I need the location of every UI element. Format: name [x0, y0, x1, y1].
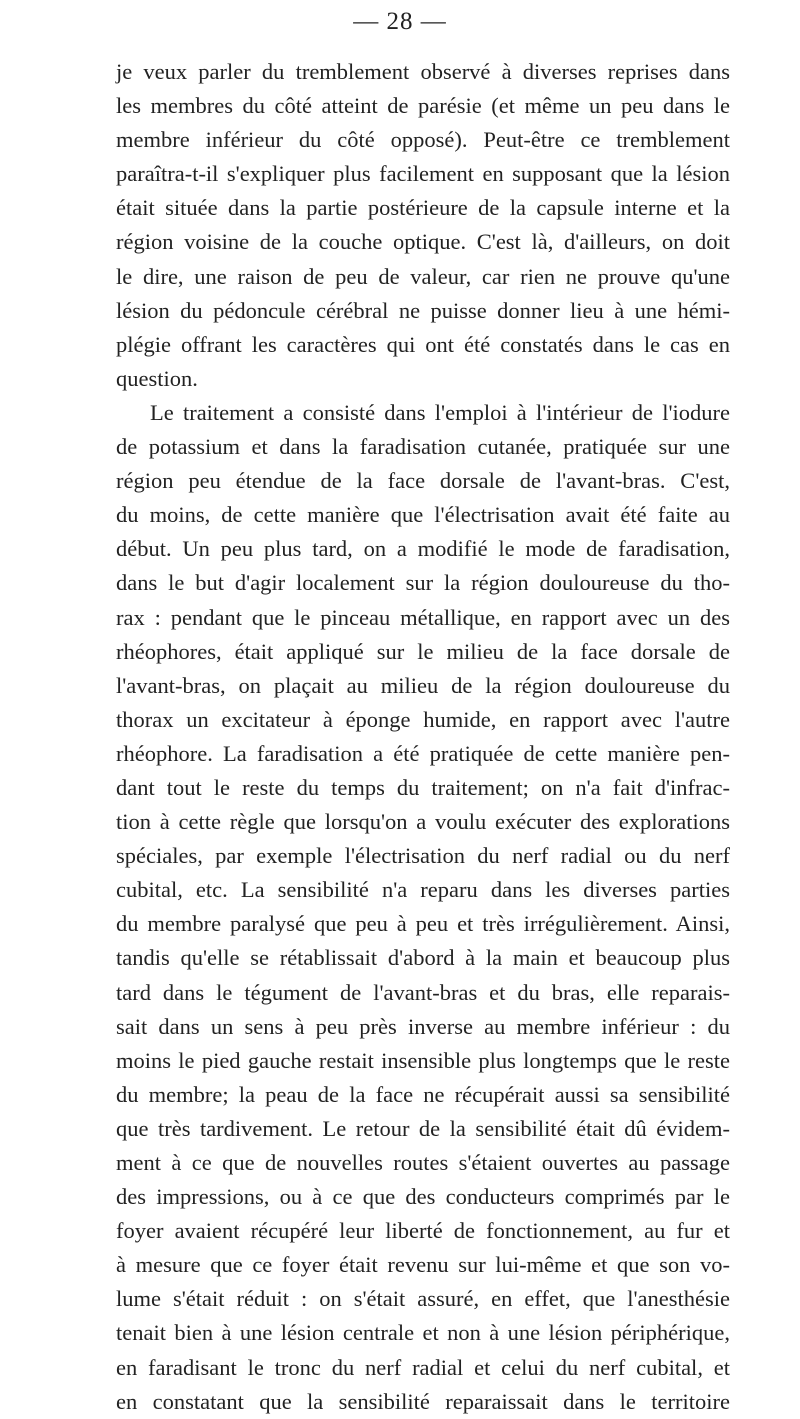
text-line: sait dans un sens à peu près inverse au membre inférieur : du: [116, 1013, 730, 1039]
text-line: rax : pendant que le pinceau métallique, en rapport avec un des: [116, 604, 730, 630]
text-line: foyer avaient récupéré leur liberté de fonctionnement, au fur et: [116, 1218, 730, 1244]
text-line: tard dans le tégument de l'avant-bras et du bras, elle reparais-: [116, 979, 730, 1005]
text-line: tion à cette règle que lorsqu'on a voulu exécuter des explorations: [116, 809, 730, 835]
text-line: paraîtra-t-il s'expliquer plus facilement en supposant que la lésion: [116, 161, 730, 187]
text-line: l'avant-bras, on plaçait au milieu de la région douloureuse du: [116, 672, 730, 698]
text-line: tandis qu'elle se rétablissait d'abord à la main et beaucoup plus: [116, 945, 730, 971]
paragraph-first-line: Le traitement a consisté dans l'emploi à l'intérieur de l'iodure: [150, 399, 730, 425]
text-line: les membres du côté atteint de parésie (et même un peu dans le: [116, 93, 730, 119]
text-line: tenait bien à une lésion centrale et non à une lésion périphérique,: [116, 1320, 730, 1346]
text-line: rhéophores, était appliqué sur le milieu de la face dorsale de: [116, 638, 730, 664]
text-line: région peu étendue de la face dorsale de l'avant-bras. C'est,: [116, 468, 730, 494]
text-line: dant tout le reste du temps du traitement; on n'a fait d'infrac-: [116, 774, 730, 800]
text-line: du membre; la peau de la face ne récupérait aussi sa sensibilité: [116, 1081, 730, 1107]
text-line: du moins, de cette manière que l'électrisation avait été faite au: [116, 502, 730, 528]
text-line: début. Un peu plus tard, on a modifié le mode de faradisation,: [116, 536, 730, 562]
text-line: que très tardivement. Le retour de la sensibilité était dû évidem-: [116, 1115, 730, 1141]
body-text: [116, 55, 730, 1419]
text-line: dans le but d'agir localement sur la région douloureuse du tho-: [116, 570, 730, 596]
text-line: de potassium et dans la faradisation cutanée, pratiquée sur une: [116, 434, 730, 460]
text-line: région voisine de la couche optique. C'est là, d'ailleurs, on doit: [116, 229, 730, 255]
text-line: en faradisant le tronc du nerf radial et celui du nerf cubital, et: [116, 1354, 730, 1380]
text-line: lésion du pédoncule cérébral ne puisse donner lieu à une hémi-: [116, 297, 730, 323]
text-line: du membre paralysé que peu à peu et très irrégulièrement. Ainsi,: [116, 911, 730, 937]
text-line: des impressions, ou à ce que des conducteurs comprimés par le: [116, 1184, 730, 1210]
text-line: moins le pied gauche restait insensible plus longtemps que le reste: [116, 1047, 730, 1073]
text-line: je veux parler du tremblement observé à diverses reprises dans: [116, 59, 730, 84]
text-line: ment à ce que de nouvelles routes s'étaient ouvertes au passage: [116, 1150, 730, 1175]
text-line: le dire, une raison de peu de valeur, car rien ne prouve qu'une: [116, 263, 730, 289]
text-line: membre inférieur du côté opposé). Peut-être ce tremblement: [116, 127, 730, 153]
text-line: en constatant que la sensibilité reparaissait dans le territoire: [116, 1388, 730, 1414]
paragraph-end-line: question.: [116, 365, 198, 391]
text-line: rhéophore. La faradisation a été pratiquée de cette manière pen-: [116, 740, 730, 766]
text-line: thorax un excitateur à éponge humide, en rapport avec l'autre: [116, 706, 730, 732]
page-number: — 28 —: [353, 8, 447, 35]
text-line: à mesure que ce foyer était revenu sur lui-même et que son vo-: [116, 1252, 730, 1278]
text-line: plégie offrant les caractères qui ont été constatés dans le cas en: [116, 331, 730, 357]
text-line: cubital, etc. La sensibilité n'a reparu dans les diverses parties: [116, 877, 730, 903]
text-line: était située dans la partie postérieure de la capsule interne et la: [116, 195, 730, 221]
text-line: spéciales, par exemple l'électrisation du nerf radial ou du nerf: [116, 843, 730, 869]
text-line: lume s'était réduit : on s'était assuré, en effet, que l'anesthésie: [116, 1286, 730, 1312]
